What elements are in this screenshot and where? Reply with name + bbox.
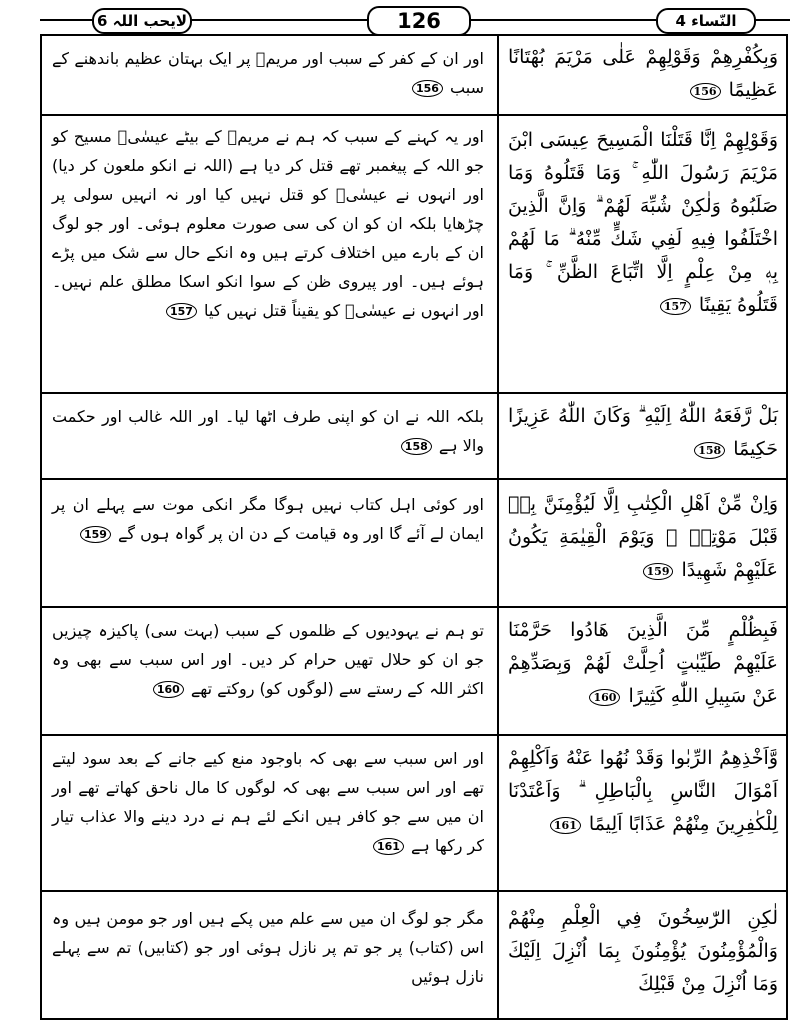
urdu-translation: مگر جو لوگ ان میں سے علم میں پکے ہیں اور جو مومن ہیں وہ اس (کتاب) پر جو تم پر نازل ہوئی اور جو (کتابیں) تم سے پہلے نازل ہوئیں xyxy=(52,909,484,986)
verse-row xyxy=(42,116,786,394)
arabic-verse: وَاِنْ مِّنْ اَهْلِ الْكِتٰبِ اِلَّا لَيُؤْمِنَنَّ بِهٖ قَبْلَ مَوْتِهٖ ۚ وَيَوْمَ الْقِيٰمَةِ يَكُونُ عَلَيْهِمْ شَهِيدًا 159 xyxy=(508,493,778,581)
page-header xyxy=(40,6,790,34)
urdu-translation: اور ان کے کفر کے سبب اور مریمؑ پر ایک بہتان عظیم باندھنے کے سبب 156 xyxy=(52,49,484,97)
verse-number: 158 xyxy=(401,438,432,455)
verse-number: 159 xyxy=(80,526,111,543)
urdu-translation: اور کوئی اہل کتاب نہیں ہوگا مگر انکی موت سے پہلے ان پر ایمان لے آئے گا اور وہ قیامت کے دن ان پر گواہ ہوں گے 159 xyxy=(52,495,484,543)
verse-number: 156 xyxy=(412,80,443,97)
verse-row xyxy=(42,36,786,116)
verse-row xyxy=(42,892,786,1018)
arabic-verse: وَبِكُفْرِهِمْ وَقَوْلِهِمْ عَلٰى مَرْيَمَ بُهْتَانًا عَظِيمًا 156 xyxy=(508,46,778,101)
para-label: لایحب اللہ 6 xyxy=(92,8,192,34)
page-number: 126 xyxy=(367,6,471,36)
verse-number: 159 xyxy=(643,563,674,580)
text-frame xyxy=(40,34,788,1020)
urdu-translation: اور اس سبب سے بھی کہ باوجود منع کیے جانے کے بعد سود لیتے تھے اور اس سبب سے بھی کہ لوگوں کا مال ناحق کھاتے تھے اور ان میں سے جو کافر ہیں انکے لئے ہم نے درد دینے والا عذاب تیار کر رکھا ہے 161 xyxy=(52,749,484,855)
verse-number: 160 xyxy=(589,689,620,706)
arabic-verse: وَقَوْلِهِمْ اِنَّا قَتَلْنَا الْمَسِيحَ عِيسَى ابْنَ مَرْيَمَ رَسُولَ اللّٰهِ ۚ وَمَا قَتَلُوهُ وَمَا صَلَبُوهُ وَلٰكِنْ شُبِّهَ لَهُمْ ۗ وَاِنَّ الَّذِينَ اخْتَلَفُوا فِيهِ لَفِي شَكٍّ مِّنْهُ ۗ مَا لَهُمْ بِهٖ مِنْ عِلْمٍ اِلَّا اتِّبَاعَ الظَّنِّ ۚ وَمَا قَتَلُوهُ يَقِينًا 157 xyxy=(508,129,778,316)
verse-number: 161 xyxy=(550,817,581,834)
verse-number: 156 xyxy=(690,83,721,100)
arabic-verse: وَّاَخْذِهِمُ الرِّبٰوا وَقَدْ نُهُوا عَنْهُ وَاَكْلِهِمْ اَمْوَالَ النَّاسِ بِالْبَاطِلِ ۗ وَاَعْتَدْنَا لِلْكٰفِرِينَ مِنْهُمْ عَذَابًا اَلِيمًا 161 xyxy=(508,747,778,835)
verse-row xyxy=(42,736,786,892)
urdu-translation: اور یہ کہنے کے سبب کہ ہم نے مریمؑ کے بیٹے عیسٰیؑ مسیح کو جو اللہ کے پیغمبر تھے قتل کر دیا ہے (اللہ نے انکو ملعون کر دیا) اور انہوں نے عیسٰیؑ کو قتل نہیں کیا اور نہ انہیں سولی پر چڑھایا بلکہ ان کو ان کی سی صورت معلوم ہوئی۔ اور جو لوگ ان کے بارے میں اختلاف کرتے ہیں وہ انکے حال سے شک میں پڑے ہوئے ہیں۔ اور پیروی ظن کے سوا انکو اسکا مطلق علم نہیں۔ اور انہوں نے عیسٰیؑ کو یقیناً قتل نہیں کیا 157 xyxy=(52,127,484,320)
arabic-verse: بَلْ رَّفَعَهُ اللّٰهُ اِلَيْهِ ۗ وَكَانَ اللّٰهُ عَزِيزًا حَكِيمًا 158 xyxy=(508,405,778,460)
header-rule xyxy=(467,19,656,21)
verse-number: 157 xyxy=(166,303,197,320)
header-rule xyxy=(188,19,367,21)
urdu-translation: بلکہ اللہ نے ان کو اپنی طرف اٹھا لیا۔ اور اللہ غالب اور حکمت والا ہے 158 xyxy=(52,407,484,455)
urdu-translation: تو ہم نے یہودیوں کے ظلموں کے سبب (بہت سی) پاکیزہ چیزیں جو ان کو حلال تھیں حرام کر دیں۔ اور اس سبب سے بھی وہ اکثر اللہ کے رستے سے (لوگوں کو) روکتے تھے 160 xyxy=(52,621,484,698)
surah-label: النّساء 4 xyxy=(656,8,756,34)
verse-number: 157 xyxy=(660,298,691,315)
arabic-verse: فَبِظُلْمٍ مِّنَ الَّذِينَ هَادُوا حَرَّمْنَا عَلَيْهِمْ طَيِّبٰتٍ اُحِلَّتْ لَهُمْ وَبِصَدِّهِمْ عَنْ سَبِيلِ اللّٰهِ كَثِيرًا 160 xyxy=(508,619,778,707)
verse-number: 160 xyxy=(153,681,184,698)
verse-row xyxy=(42,480,786,608)
arabic-verse: لٰكِنِ الرّٰسِخُونَ فِي الْعِلْمِ مِنْهُمْ وَالْمُؤْمِنُونَ يُؤْمِنُونَ بِمَا اُنْزِلَ اِلَيْكَ وَمَا اُنْزِلَ مِنْ قَبْلِكَ xyxy=(508,907,778,995)
verse-row xyxy=(42,608,786,736)
verse-number: 158 xyxy=(694,442,725,459)
verse-row xyxy=(42,394,786,480)
header-rule xyxy=(40,19,92,21)
header-rule xyxy=(752,19,790,21)
verse-number: 161 xyxy=(373,838,404,855)
